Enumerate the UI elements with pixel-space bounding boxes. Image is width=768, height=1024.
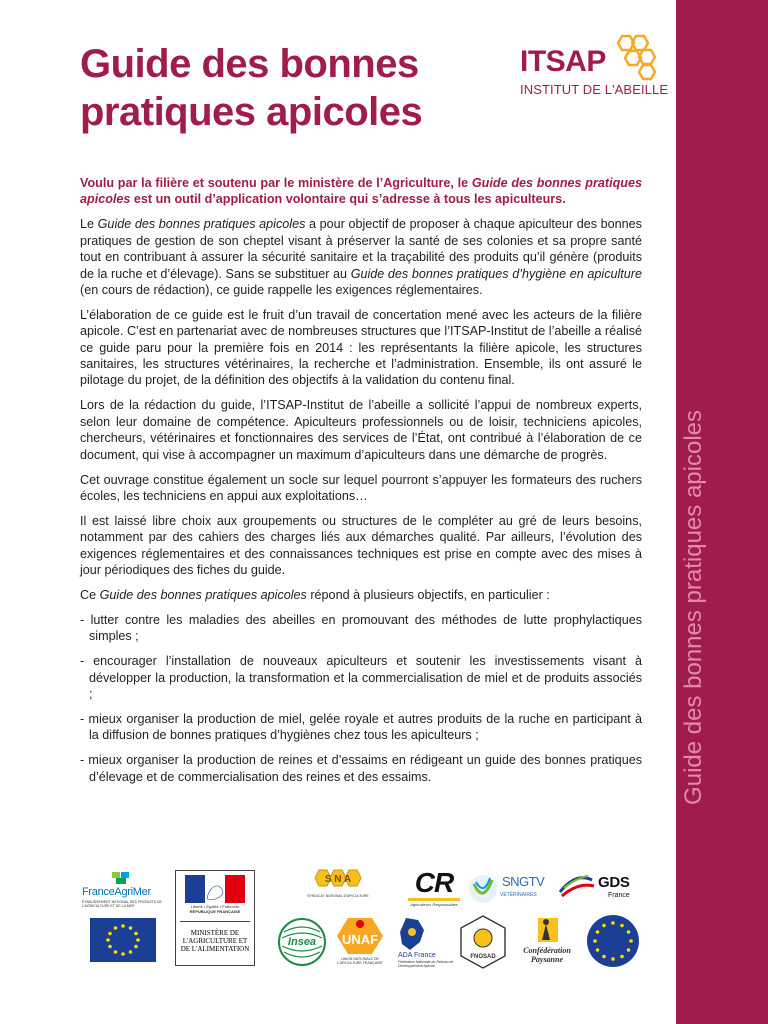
- unaf-sub: UNION NATIONALE DE L'APICULTURE FRANÇAISE: [337, 957, 383, 965]
- objective-item: - encourager l’installation de nouveaux apiculteurs et soutenir les investissements visant à développer la production, la transformation et la commercialisation de miel et de produits associés ;: [80, 654, 642, 701]
- objective-item: - mieux organiser la production de reines et d’essaims en rédigeant un guide des bonnes pratiques d’élevage et de commercialisation des reines et des essaims.: [80, 753, 642, 784]
- ministere-agriculture-logo: [175, 870, 255, 966]
- fnosad-hexagon-icon: [458, 914, 508, 970]
- guide-title: Guide des bonnes pratiques apicoles: [97, 217, 306, 232]
- eu-circle-icon: [586, 914, 640, 968]
- sna-sub: SYNDICAT NATIONAL D'APICULTURE: [307, 894, 369, 898]
- cr-sub: Agriculteurs Responsables: [410, 902, 458, 907]
- logo-subtitle: INSTITUT DE L'ABEILLE: [520, 82, 669, 97]
- marianne-icon: [185, 875, 245, 903]
- insea-name: Insea: [287, 936, 317, 948]
- sna-logo: [305, 864, 371, 906]
- hygiene-guide-title: Guide des bonnes pratiques d’hygiène en apiculture: [350, 266, 643, 281]
- confederation-paysanne-logo: [516, 914, 578, 970]
- paragraph-objective: [80, 216, 642, 298]
- title-line-1: Guide des bonnes: [80, 42, 419, 86]
- ada-france-sub: Fédération Nationale du Réseau de Développement Apicole: [398, 960, 454, 968]
- ada-france-map-icon: [398, 916, 426, 952]
- ministere-name: MINISTÈRE DE L'AGRICULTURE ET DE L'ALIMENTATION: [180, 929, 250, 953]
- sngtv-name: SNGTV: [502, 874, 545, 889]
- sna-honeycomb-icon: [305, 864, 371, 894]
- gds-sub: France: [608, 892, 630, 899]
- unaf-name: UNAF: [341, 932, 379, 947]
- intro-text-end: est un outil d’application volontaire qui s’adresse à tous les apiculteurs.: [130, 192, 566, 207]
- intro-guide-title: Guide des bonnes pratiques apicoles: [80, 176, 642, 207]
- confederation-name: Confédération Paysanne: [523, 946, 571, 964]
- fnosad-logo: [458, 914, 508, 970]
- paragraph-objectifs-intro: [80, 587, 642, 603]
- gds-swoosh-icon: [556, 870, 596, 902]
- side-title: Guide des bonnes pratiques apicoles: [680, 410, 707, 805]
- text: Ce: [80, 587, 100, 602]
- fnosad-name: FNOSAD: [470, 954, 496, 960]
- intro-text: Voulu par la filière et soutenu par le ministère de l’Agriculture, le: [80, 176, 472, 190]
- marianne-republique: RÉPUBLIQUE FRANÇAISE: [189, 909, 241, 914]
- unaf-logo: [335, 916, 385, 972]
- ada-france-name: ADA France: [398, 952, 436, 959]
- sngtv-sub: VÉTÉRINAIRES: [500, 892, 537, 898]
- marianne-motto: Liberté • Égalité • Fraternité: [190, 904, 240, 909]
- objective-item: - mieux organiser la production de miel, gelée royale et autres produits de la ruche en participant à la diffusion de bonnes pratiques d’hygiènes chez tous les apiculteurs ;: [80, 711, 642, 743]
- franceagrimer-logo: [82, 870, 162, 910]
- honeycomb-icon: [608, 34, 660, 84]
- text: a pour objectif de proposer à chaque apiculteur des bonnes pratiques de gestion de son cheptel visant à préserver la santé de ses colonies et sa propre santé tout en contribuant à assurer la sécurité sanitaire et la traçabilité des produits qu’il génère (produits de la ruche et d’élevage). Sans se substituer au: [80, 217, 642, 281]
- logo-name: ITSAP: [520, 45, 606, 78]
- paragraph-libre-choix: Il est laissé libre choix aux groupements ou structures de le compléter au gré de leurs besoins, notamment par des cahiers des charges liés aux démarches qualité. Par ailleurs, l’évolution des exigences réglementaires et des connaissances techniques est prise en compte avec des mises à jour périodiques des fiches du guide.: [80, 513, 642, 578]
- page-title: [80, 40, 422, 136]
- partner-logos: [80, 862, 660, 972]
- guide-title: Guide des bonnes pratiques apicoles: [99, 587, 307, 602]
- paragraph-elaboration: L’élaboration de ce guide est le fruit d’un travail de concertation mené avec les acteurs de la filière apicole. C’est en partenariat avec de nombreuses structures que l’ITSAP-Institut de l’abeille a réalisé ce guide paru pour la première fois en 2014 : les représentants la filière apicole, les structures sanitaires, les structures vétérinaires, la recherche et l’administration. Ensemble, ils ont assuré le pilotage du projet, de la définition des objectifs à la validation du contenu final.: [80, 307, 642, 388]
- cr-name: CR: [414, 867, 454, 898]
- gds-france-logo: [556, 868, 648, 910]
- intro-paragraph: [80, 175, 642, 208]
- sna-letters: S N A: [324, 874, 352, 885]
- eu-circle-logo: [586, 914, 640, 968]
- document-body: [80, 175, 642, 794]
- text: répond à plusieurs objectifs, en particulier :: [306, 587, 550, 602]
- sngtv-logo: [468, 870, 554, 910]
- insea-logo: [278, 918, 326, 966]
- coordination-rurale-logo: [406, 868, 462, 908]
- franceagrimer-sub: ÉTABLISSEMENT NATIONAL DES PRODUITS DE L'AGRICULTURE ET DE LA MER: [82, 900, 162, 908]
- paragraph-socle: Cet ouvrage constitue également un socle sur lequel pourront s’appuyer les formateurs des ruchers écoles, les techniciens en appui aux exploitations…: [80, 472, 642, 503]
- confederation-farmer-icon: [532, 914, 562, 944]
- eu-flag-icon: [90, 918, 156, 962]
- ada-france-logo: [398, 916, 456, 972]
- gds-name: GDS: [598, 874, 630, 891]
- objective-item: - lutter contre les maladies des abeilles en promouvant des méthodes de lutte prophylactiques simples ;: [80, 612, 642, 644]
- franceagrimer-name: FranceAgriMer: [82, 886, 151, 898]
- text: Le: [80, 217, 98, 232]
- franceagrimer-mark-icon: [110, 870, 134, 886]
- title-line-2: pratiques apicoles: [80, 90, 423, 134]
- text: (en cours de rédaction), ce guide rappelle les exigences réglementaires.: [80, 282, 483, 297]
- eu-flag-logo: [90, 918, 156, 962]
- sngtv-swirl-icon: [468, 874, 498, 904]
- itsap-logo: [520, 34, 669, 100]
- paragraph-redaction: Lors de la rédaction du guide, l’ITSAP-Institut de l’abeille a sollicité l’appui de nombreux experts, selon leur domaine de compétence. Apiculteurs professionnels ou de loisir, techniciens apicoles, chercheurs, vétérinaires et fonctionnaires des services de l’État, ont contribué à l’élaboration de ce document, qui vise à accompagner un maximum d’apiculteurs dans une démarche de progrès.: [80, 398, 642, 462]
